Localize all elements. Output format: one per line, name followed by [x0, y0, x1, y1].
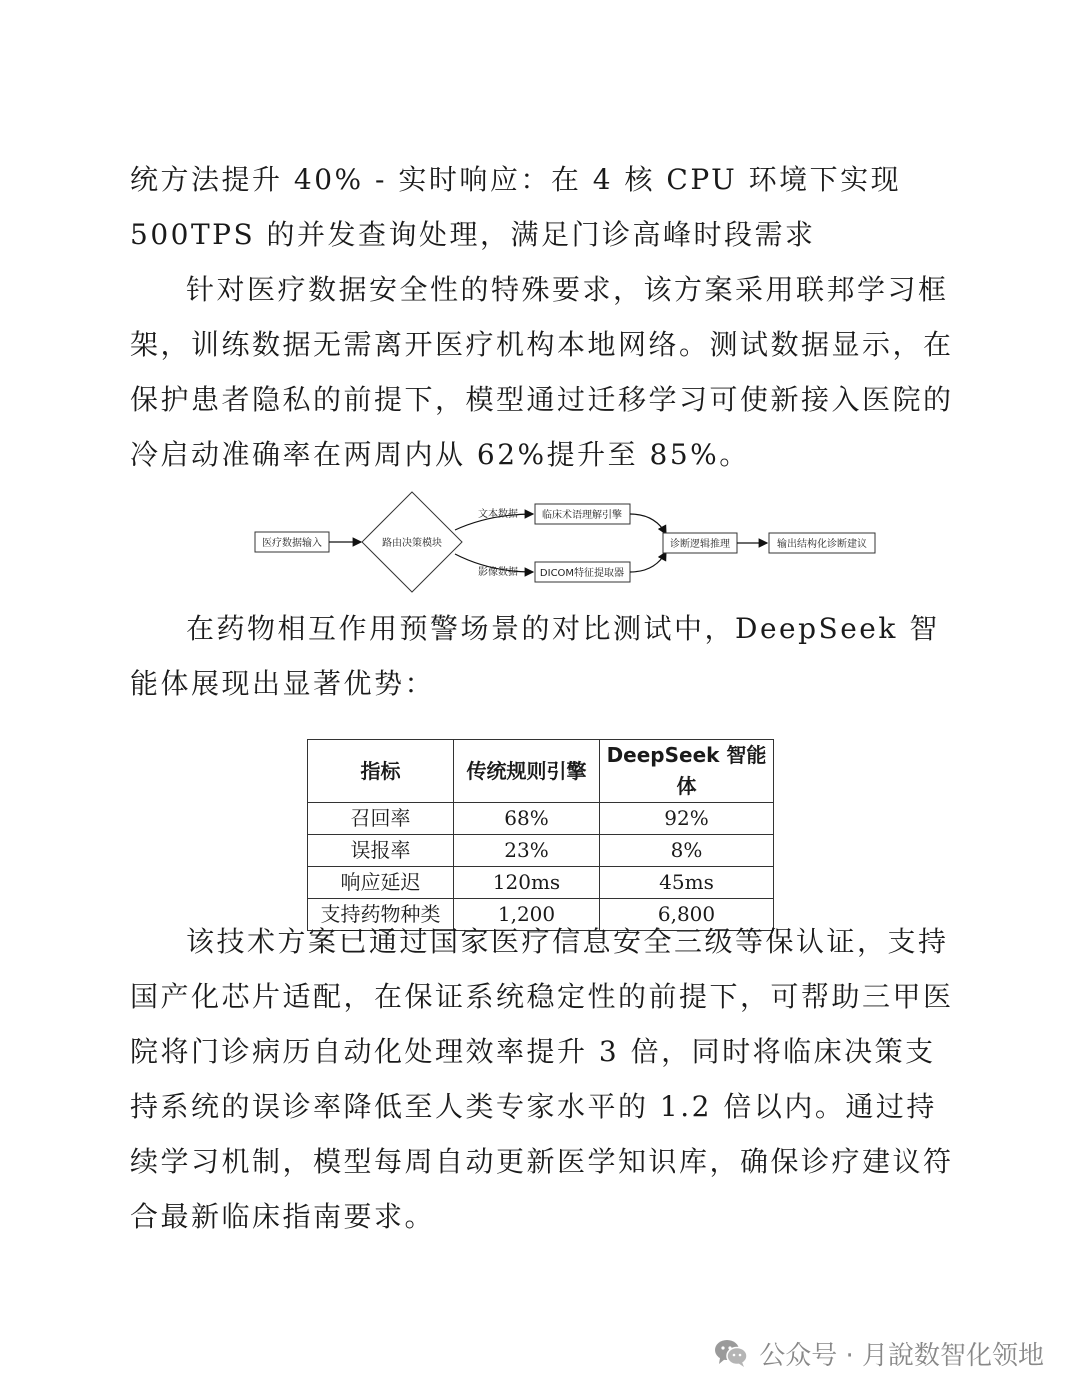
table-cell: 92% [600, 803, 774, 835]
table-header-cell: DeepSeek 智能体 [600, 740, 774, 803]
node-merge-label: 诊断逻辑推理 [670, 539, 730, 550]
paragraph-4: 该技术方案已通过国家医疗信息安全三级等保认证，支持国产化芯片适配，在保证系统稳定性的前提下，可帮助三甲医院将门诊病历自动化处理效率提升 3 倍，同时将临床决策支持系统的误诊率降低至人类专家水平的 1.2 倍以内。通过持续学习机制，模型每周自动更新医学知识库，确保诊疗建议符合最新临床指南要求。 [130, 925, 954, 1233]
comparison-table [307, 739, 774, 931]
table-cell: 1,200 [454, 899, 600, 931]
table-cell: 召回率 [308, 803, 454, 835]
table-cell: 23% [454, 835, 600, 867]
table-header-cell: 传统规则引擎 [454, 740, 600, 803]
node-input-label: 医疗数据输入 [262, 538, 322, 549]
branch-bottom-label: 影像数据 [478, 567, 518, 578]
table-header-row [308, 740, 774, 803]
node-output-label: 输出结构化诊断建议 [777, 539, 867, 550]
table-cell: 8% [600, 835, 774, 867]
table-cell: 6,800 [600, 899, 774, 931]
watermark-text: 公众号 · 月說数智化领地 [759, 1340, 1044, 1371]
table-cell: 45ms [600, 867, 774, 899]
table-cell: 68% [454, 803, 600, 835]
table-row [308, 867, 774, 899]
table-row [308, 803, 774, 835]
paragraph-3: 在药物相互作用预警场景的对比测试中，DeepSeek 智能体展现出显著优势： [130, 612, 940, 700]
node-top-label: 临床术语理解引擎 [542, 510, 622, 521]
table-row [308, 835, 774, 867]
wechat-icon [713, 1337, 749, 1369]
table-cell: 120ms [454, 867, 600, 899]
paragraph-1: 统方法提升 40% - 实时响应：在 4 核 CPU 环境下实现 500TPS 的并发查询处理，满足门诊高峰时段需求 [130, 163, 902, 251]
paragraph-2: 针对医疗数据安全性的特殊要求，该方案采用联邦学习框架，训练数据无需离开医疗机构本地网络。测试数据显示，在保护患者隐私的前提下，模型通过迁移学习可使新接入医院的冷启动准确率在两周内从 62%提升至 85%。 [130, 273, 954, 471]
table-cell: 误报率 [308, 835, 454, 867]
table-header-cell: 指标 [308, 740, 454, 803]
watermark-footer [713, 1333, 1044, 1373]
flow-diagram [250, 486, 890, 596]
table-cell: 支持药物种类 [308, 899, 454, 931]
table-cell: 响应延迟 [308, 867, 454, 899]
node-bottom-label: DICOM特征提取器 [539, 568, 625, 579]
branch-top-label: 文本数据 [478, 509, 518, 520]
node-decision-label: 路由决策模块 [382, 538, 442, 549]
